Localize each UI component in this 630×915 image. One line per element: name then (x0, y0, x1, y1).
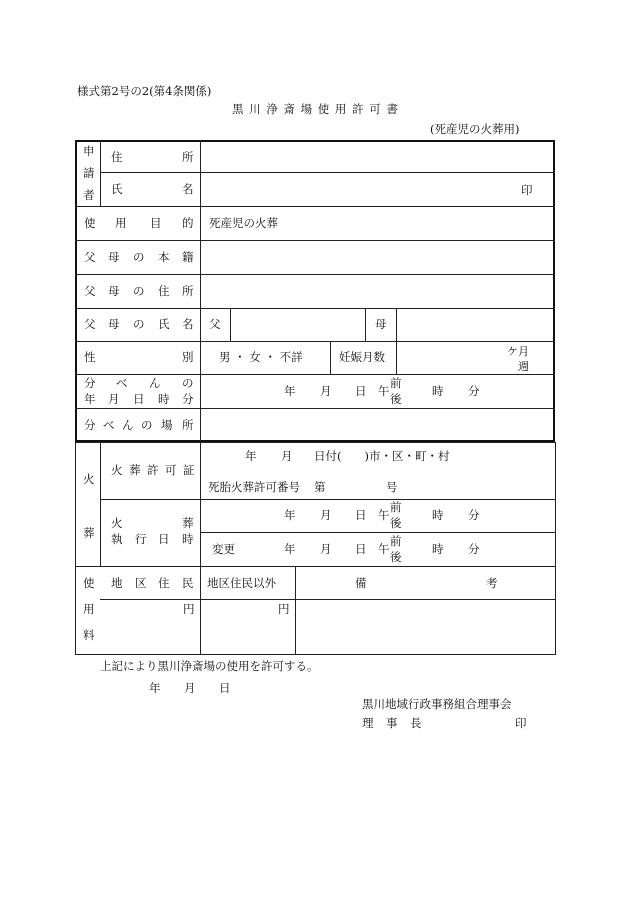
father-name-field[interactable] (231, 309, 365, 341)
permit-label-1: 火 (111, 463, 123, 477)
divider (200, 499, 556, 500)
exec-hour: 時 (432, 508, 444, 522)
change-before[interactable]: 前 (390, 534, 402, 548)
permit-label-5: 証 (183, 463, 195, 477)
exec-label-b1: 執 (111, 532, 123, 546)
delivery-dt-label-b5: 分 (182, 392, 194, 406)
delivery-minute: 分 (468, 384, 480, 398)
weeks-unit: 週 (518, 360, 529, 373)
delivery-after[interactable]: 後 (390, 392, 402, 406)
parent-address-label-4: 住 (158, 284, 170, 298)
name-label-a: 氏 (111, 182, 123, 196)
exec-ampm: 午 (378, 508, 390, 522)
parent-address-field[interactable] (201, 275, 554, 308)
exec-year: 年 (284, 508, 296, 522)
role-char-2: 事 (386, 716, 398, 730)
remarks-label-1: 備 (355, 576, 367, 590)
months-unit: ケ月 (507, 345, 529, 358)
purpose-label-2: 用 (115, 216, 127, 230)
delivery-dt-label-b2: 月 (108, 392, 120, 406)
resident-label-1: 地 (111, 576, 123, 590)
place-label-2: べ (103, 418, 115, 432)
parent-address-label-1: 父 (84, 284, 96, 298)
cremation-label-1: 火 (83, 472, 95, 486)
domicile-label-5: 籍 (182, 250, 194, 264)
sex-options[interactable]: 男 ・ 女 ・ 不詳 (219, 350, 303, 364)
delivery-dt-label-b4: 時 (158, 392, 170, 406)
mother-label: 母 (375, 317, 387, 331)
chairman-seal: 印 (515, 716, 527, 730)
change-label: 変更 (212, 542, 235, 556)
resident-label-2: 区 (135, 576, 147, 590)
address-label-b: 所 (182, 150, 194, 164)
sex-label-2: 別 (182, 350, 194, 364)
delivery-place-field[interactable] (201, 409, 554, 441)
form-number: 様式第2号の2(第4条関係) (77, 84, 212, 98)
approval-day: 日 (219, 681, 231, 695)
resident-label-4: 民 (182, 576, 194, 590)
document-subtitle: (死産児の火葬用) (430, 122, 520, 136)
place-label-5: 場 (161, 418, 173, 432)
exec-before[interactable]: 前 (390, 500, 402, 514)
remarks-field[interactable] (296, 600, 555, 654)
remarks-label-2: 考 (486, 576, 498, 590)
cremation-label-2: 葬 (83, 526, 95, 540)
place-label-3: ん (122, 418, 134, 432)
sex-label-1: 性 (84, 350, 96, 364)
applicant-address-field[interactable] (201, 141, 554, 172)
nonresident-label: 地区住民以外 (207, 576, 276, 590)
permit-year: 年 (245, 449, 257, 463)
mother-name-field[interactable] (397, 309, 554, 341)
parent-address-label-5: 所 (182, 284, 194, 298)
approval-month: 月 (184, 681, 196, 695)
delivery-dt-label-a1: 分 (84, 376, 96, 390)
document-title: 黒 川 浄 斎 場 使 用 許 可 書 (232, 102, 399, 116)
domicile-label-4: 本 (158, 250, 170, 264)
gestation-label: 妊娠月数 (339, 350, 385, 364)
permit-no-suffix: 号 (386, 480, 398, 494)
parent-name-label-5: 名 (182, 317, 194, 331)
resident-yen: 円 (183, 602, 195, 616)
place-label-4: の (141, 418, 153, 432)
father-label: 父 (209, 317, 221, 331)
change-year: 年 (284, 542, 296, 556)
exec-label-b4: 時 (182, 532, 194, 546)
delivery-dt-label-a2: べ (116, 376, 128, 390)
role-char-3: 長 (410, 716, 422, 730)
exec-label-b2: 行 (135, 532, 147, 546)
place-label-1: 分 (84, 418, 96, 432)
delivery-day: 日 (355, 384, 367, 398)
place-label-6: 所 (182, 418, 194, 432)
fee-label-1: 使 (83, 576, 95, 590)
exec-day: 日 (355, 508, 367, 522)
fee-label-2: 用 (83, 602, 95, 616)
exec-label-a1: 火 (111, 516, 123, 530)
delivery-month: 月 (320, 384, 332, 398)
exec-minute: 分 (468, 508, 480, 522)
divider (100, 140, 101, 206)
applicant-seal: 印 (521, 183, 533, 197)
change-after[interactable]: 後 (390, 550, 402, 564)
exec-label-b3: 日 (158, 532, 170, 546)
issuing-organization: 黒川地域行政事務組合理事会 (362, 697, 512, 711)
divider (75, 374, 555, 375)
divider (365, 308, 366, 341)
permit-label-3: 許 (147, 463, 159, 477)
delivery-dt-label-a3: ん (149, 376, 161, 390)
divider (100, 442, 101, 566)
delivery-year: 年 (284, 384, 296, 398)
divider (75, 566, 556, 567)
parent-name-label-4: 氏 (158, 317, 170, 331)
divider (75, 206, 555, 207)
delivery-dt-label-a4: の (182, 376, 194, 390)
exec-month: 月 (320, 508, 332, 522)
parent-name-label-2: 母 (108, 317, 120, 331)
divider (396, 341, 397, 374)
permit-no-prefix: 第 (314, 480, 326, 494)
domicile-field[interactable] (201, 241, 554, 274)
approval-year: 年 (149, 681, 161, 695)
permit-no-label: 死胎火葬許可番号 (208, 480, 300, 494)
delivery-ampm: 午 (378, 384, 390, 398)
applicant-label-1: 申 (83, 144, 95, 158)
permit-label-4: 可 (165, 463, 177, 477)
resident-label-3: 住 (158, 576, 170, 590)
applicant-name-field[interactable] (201, 173, 554, 206)
approval-statement: 上記により黒川浄斎場の使用を許可する。 (100, 659, 319, 673)
domicile-label-2: 母 (108, 250, 120, 264)
domicile-label-3: の (133, 250, 145, 264)
nonresident-yen: 円 (278, 602, 290, 616)
purpose-label-3: 目 (150, 216, 162, 230)
applicant-label-2: 請 (83, 166, 95, 180)
parent-name-label-3: の (133, 317, 145, 331)
nonresident-fee-field[interactable] (201, 600, 295, 654)
delivery-dt-label-b1: 年 (84, 392, 96, 406)
exec-after[interactable]: 後 (390, 516, 402, 530)
change-ampm: 午 (378, 542, 390, 556)
exec-label-a2: 葬 (182, 516, 194, 530)
divider (330, 341, 331, 374)
fee-label-3: 料 (83, 628, 95, 642)
purpose-label-1: 使 (84, 216, 96, 230)
permit-month: 月 (281, 449, 293, 463)
parent-address-label-3: の (133, 284, 145, 298)
change-minute: 分 (468, 542, 480, 556)
change-day: 日 (355, 542, 367, 556)
domicile-label-1: 父 (84, 250, 96, 264)
divider (100, 499, 200, 500)
delivery-dt-label-b3: 日 (133, 392, 145, 406)
delivery-before[interactable]: 前 (390, 376, 402, 390)
divider (75, 341, 555, 342)
change-month: 月 (320, 542, 332, 556)
parent-name-label-1: 父 (84, 317, 96, 331)
permit-label-2: 葬 (129, 463, 141, 477)
permit-date-municipality: 日付( )市・区・町・村 (314, 449, 450, 463)
parent-address-label-2: 母 (108, 284, 120, 298)
resident-fee-field[interactable] (101, 600, 200, 654)
purpose-value: 死産児の火葬 (209, 216, 278, 230)
address-label-a: 住 (111, 150, 123, 164)
delivery-hour: 時 (432, 384, 444, 398)
role-char-1: 理 (362, 716, 374, 730)
purpose-label-4: 的 (182, 216, 194, 230)
divider (200, 532, 556, 533)
applicant-label-3: 者 (83, 188, 95, 202)
change-hour: 時 (432, 542, 444, 556)
name-label-b: 名 (182, 182, 194, 196)
